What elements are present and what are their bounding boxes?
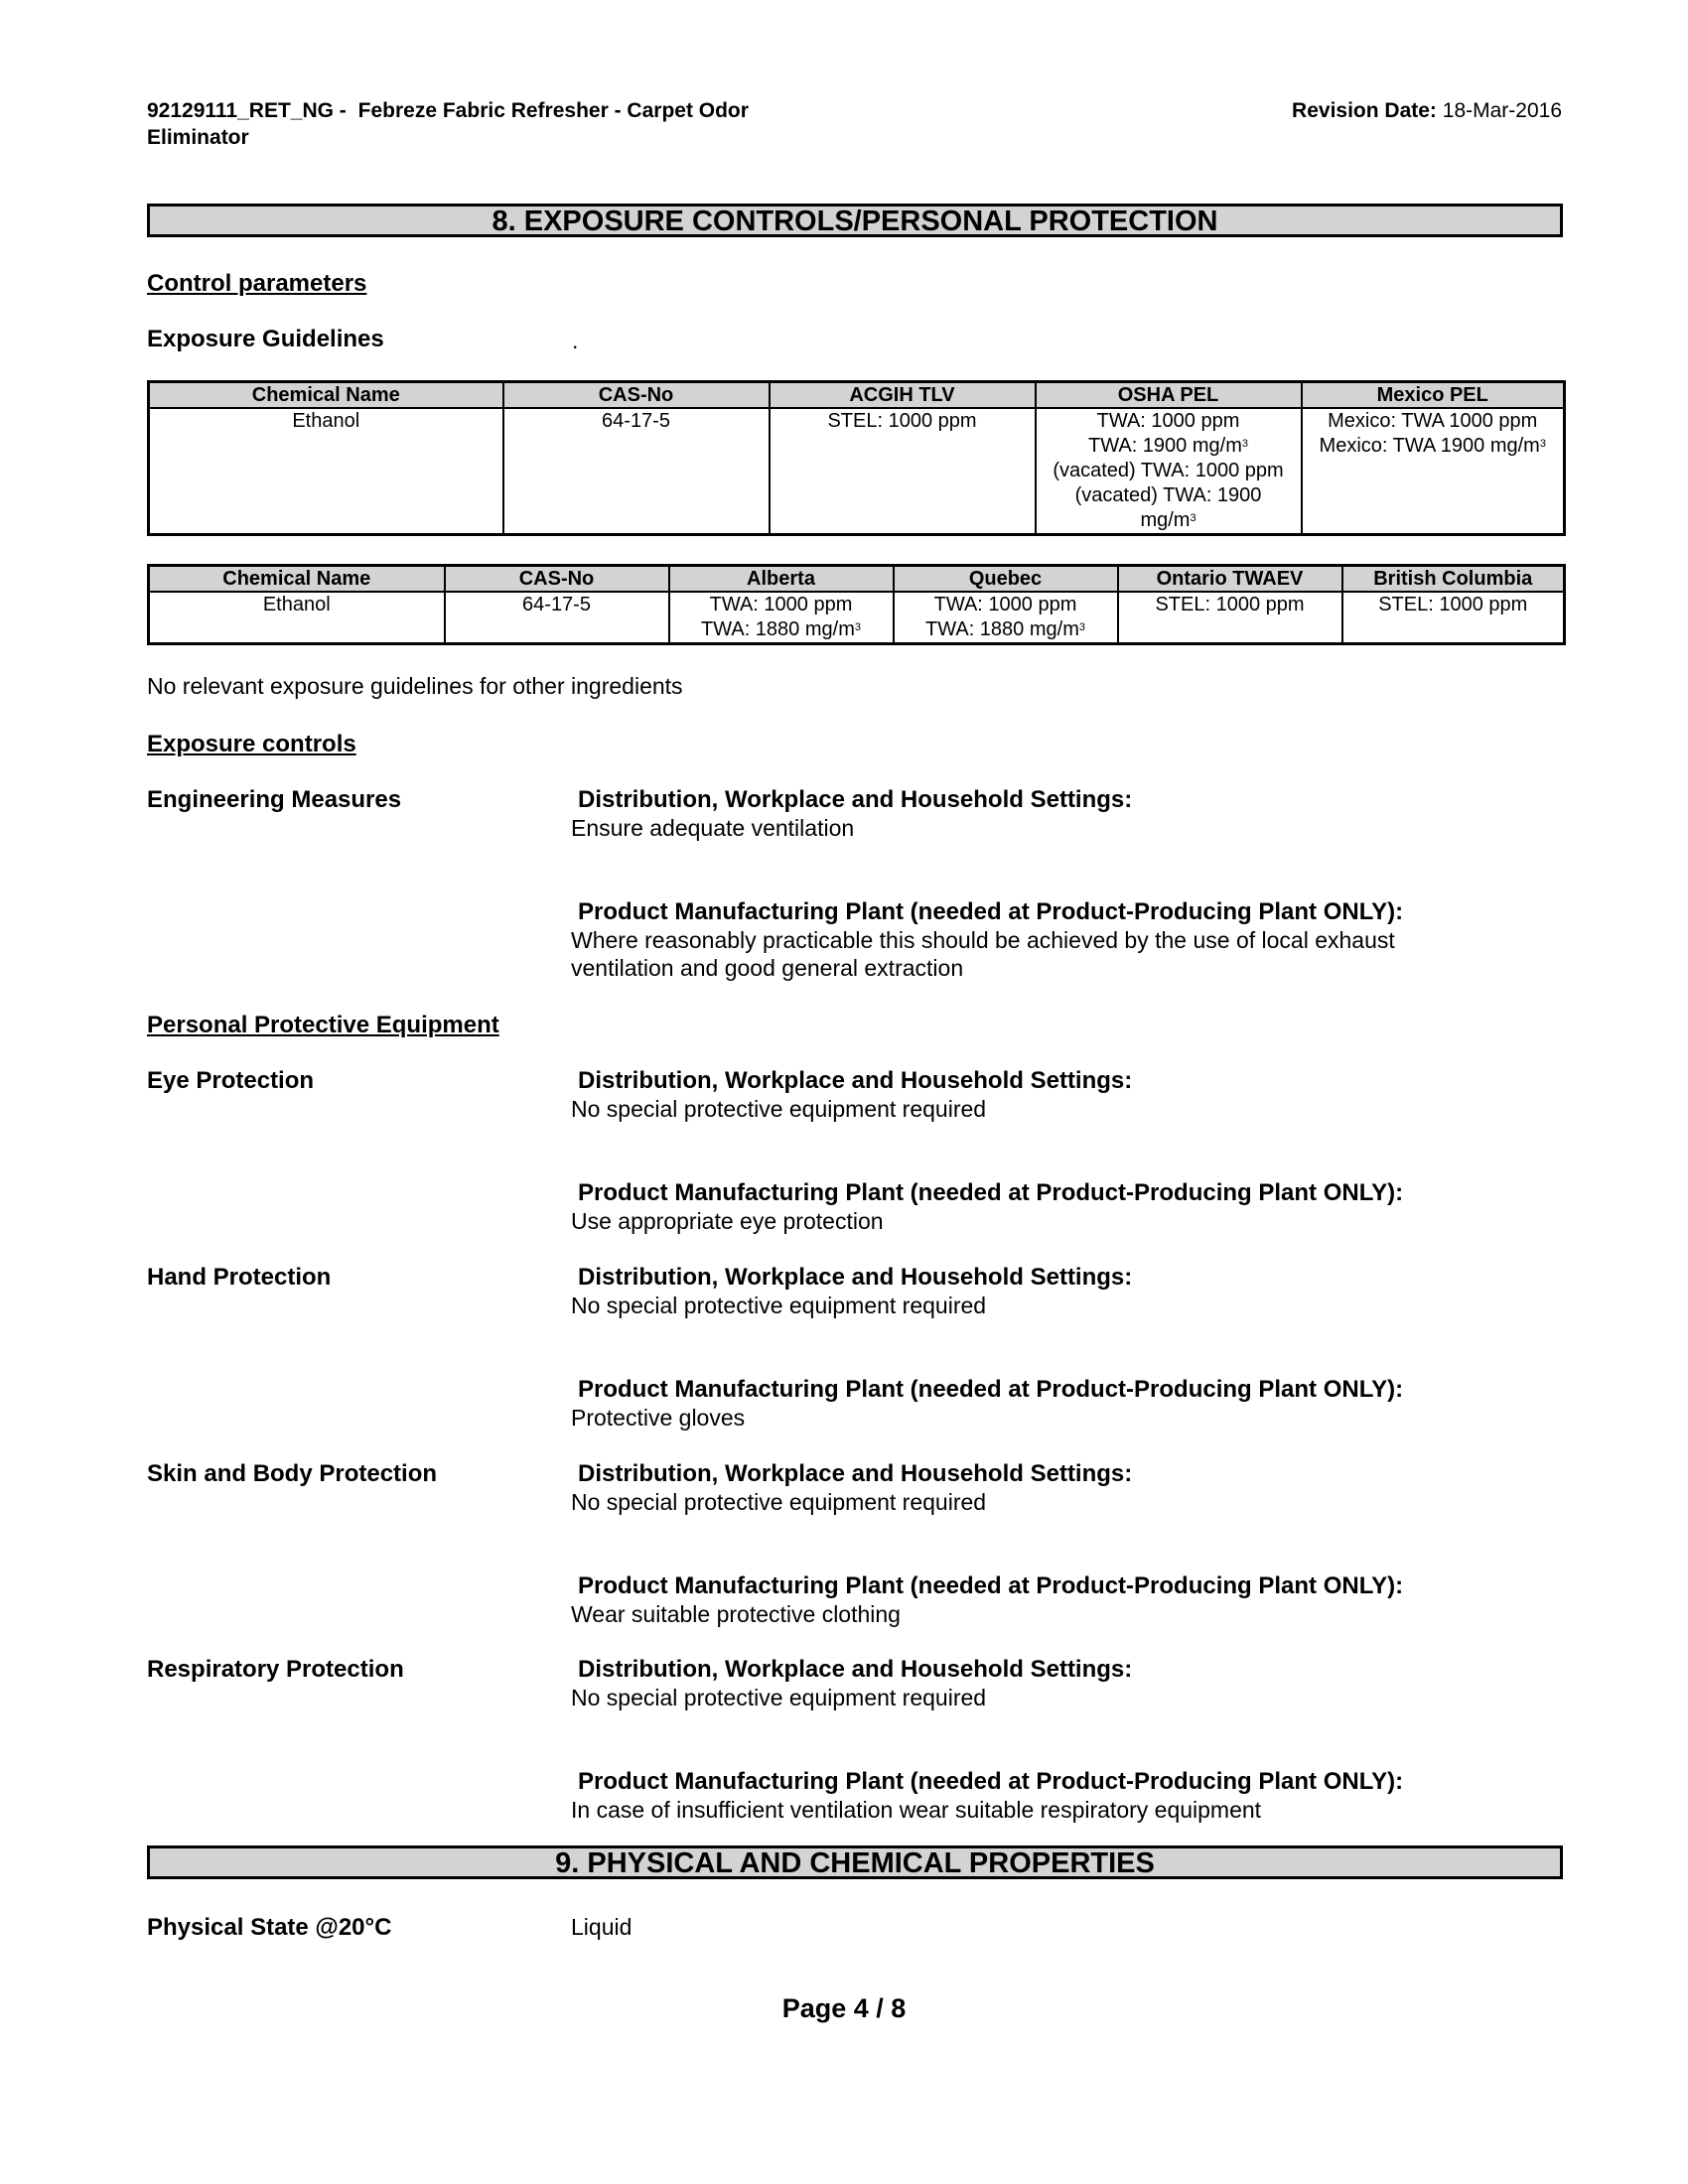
dist-text: No special protective equipment required <box>571 1489 987 1515</box>
table-header: Chemical Name <box>149 566 445 593</box>
skin-protection-label: Skin and Body Protection <box>147 1460 438 1487</box>
hand-dist <box>571 1264 1524 1319</box>
table-header: Ontario TWAEV <box>1118 566 1342 593</box>
respiratory-protection-label: Respiratory Protection <box>147 1656 404 1683</box>
plant-text: Use appropriate eye protection <box>571 1208 884 1234</box>
page-number: Page 4 / 8 <box>781 1993 907 2023</box>
revision-label: Revision Date: <box>1292 99 1437 122</box>
eye-protection-label: Eye Protection <box>147 1067 315 1094</box>
dist-text: No special protective equipment required <box>571 1293 987 1318</box>
revision-value: 18-Mar-2016 <box>1442 99 1562 122</box>
alberta-line: TWA: 1000 ppm <box>709 594 853 615</box>
plant-heading: Product Manufacturing Plant (needed at Product-Producing Plant ONLY): <box>578 1572 1404 1599</box>
exposure-table-2 <box>147 564 1566 645</box>
cell-quebec <box>894 592 1118 644</box>
cell-cas: 64-17-5 <box>445 592 669 644</box>
plant-text: Protective gloves <box>571 1405 746 1431</box>
table-header: Alberta <box>669 566 894 593</box>
ppe-heading: Personal Protective Equipment <box>147 1012 499 1038</box>
dist-heading: Distribution, Workplace and Household Settings: <box>578 1067 1133 1094</box>
osha-line: TWA: 1900 $mg/m^3$ <box>1088 435 1248 457</box>
revision-date <box>1292 97 1562 124</box>
table-header: Quebec <box>894 566 1118 593</box>
mexico-line: Mexico: TWA 1900 $mg/m^3$ <box>1319 435 1546 457</box>
table-header-row <box>149 382 1565 409</box>
dist-heading: Distribution, Workplace and Household Settings: <box>578 1656 1133 1683</box>
table-header-row <box>149 566 1565 593</box>
osha-line: (vacated) TWA: 1900 <box>1074 484 1262 506</box>
table-row <box>149 408 1565 535</box>
table-header: CAS-No <box>503 382 770 409</box>
eye-dist <box>571 1067 1524 1123</box>
eye-plant <box>571 1179 1524 1235</box>
exposure-controls-heading: Exposure controls <box>147 731 356 757</box>
resp-plant <box>571 1768 1524 1824</box>
table-header: Mexico PEL <box>1302 382 1565 409</box>
plant-text: In case of insufficient ventilation wear suitable respiratory equipment <box>571 1797 1262 1823</box>
engineering-dist <box>571 786 1524 842</box>
skin-dist <box>571 1460 1524 1516</box>
plant-text: Wear suitable protective clothing <box>571 1601 901 1627</box>
cell-osha <box>1036 408 1302 535</box>
dist-heading: Distribution, Workplace and Household Settings: <box>578 1460 1133 1487</box>
dist-text: Ensure adequate ventilation <box>571 815 855 841</box>
section-8-title: 8. EXPOSURE CONTROLS/PERSONAL PROTECTION <box>147 204 1563 237</box>
plant-heading: Product Manufacturing Plant (needed at Product-Producing Plant ONLY): <box>578 1376 1404 1403</box>
mexico-line: Mexico: TWA 1000 ppm <box>1328 410 1538 432</box>
table-header: OSHA PEL <box>1036 382 1302 409</box>
table-row <box>149 592 1565 644</box>
cell-bc: STEL: 1000 ppm <box>1342 592 1565 644</box>
plant-heading: Product Manufacturing Plant (needed at Product-Producing Plant ONLY): <box>578 1768 1404 1795</box>
cell-mexico <box>1302 408 1565 535</box>
dist-text: No special protective equipment required <box>571 1096 987 1122</box>
quebec-line: TWA: 1000 ppm <box>933 594 1077 615</box>
physical-state-label: Physical State @20°C <box>147 1914 392 1941</box>
osha-line: TWA: 1000 ppm <box>1096 410 1240 432</box>
quebec-line: TWA: 1880 $mg/m^3$ <box>925 618 1085 640</box>
engineering-measures-label: Engineering Measures <box>147 786 402 813</box>
table-header: CAS-No <box>445 566 669 593</box>
product-id: 92129111_RET_NG - <box>147 99 347 122</box>
cell-chemical: Ethanol <box>149 592 445 644</box>
product-name-line2: Eliminator <box>147 126 249 149</box>
hand-plant <box>571 1376 1524 1432</box>
osha-line: $mg/m^3$ <box>1140 509 1196 531</box>
cell-alberta <box>669 592 894 644</box>
osha-line: (vacated) TWA: 1000 ppm <box>1053 460 1284 481</box>
engineering-plant <box>571 898 1524 982</box>
cell-acgih: STEL: 1000 ppm <box>770 408 1036 535</box>
table-header: British Columbia <box>1342 566 1565 593</box>
dist-heading: Distribution, Workplace and Household Settings: <box>578 1264 1133 1291</box>
plant-heading: Product Manufacturing Plant (needed at Product-Producing Plant ONLY): <box>578 898 1404 925</box>
dist-text: No special protective equipment required <box>571 1685 987 1710</box>
plant-text: ventilation and good general extraction <box>571 955 964 981</box>
exposure-guidelines-dot: . <box>572 328 579 353</box>
exposure-guidelines-heading: Exposure Guidelines <box>147 326 384 352</box>
section-9-title: 9. PHYSICAL AND CHEMICAL PROPERTIES <box>147 1845 1563 1879</box>
table-header: ACGIH TLV <box>770 382 1036 409</box>
hand-protection-label: Hand Protection <box>147 1264 332 1291</box>
cell-cas: 64-17-5 <box>503 408 770 535</box>
cell-chemical: Ethanol <box>149 408 503 535</box>
no-relevant-guidelines: No relevant exposure guidelines for other ingredients <box>147 673 683 699</box>
alberta-line: TWA: 1880 $mg/m^3$ <box>701 618 861 640</box>
document-header <box>147 97 842 151</box>
physical-state-value: Liquid <box>571 1914 633 1940</box>
resp-dist <box>571 1656 1524 1711</box>
product-name: Febreze Fabric Refresher - Carpet Odor <box>357 99 749 122</box>
plant-heading: Product Manufacturing Plant (needed at Product-Producing Plant ONLY): <box>578 1179 1404 1206</box>
control-parameters-heading: Control parameters <box>147 270 367 297</box>
cell-ontario: STEL: 1000 ppm <box>1118 592 1342 644</box>
plant-text: Where reasonably practicable this should be achieved by the use of local exhaust <box>571 927 1395 953</box>
skin-plant <box>571 1572 1524 1628</box>
dist-heading: Distribution, Workplace and Household Settings: <box>578 786 1133 813</box>
table-header: Chemical Name <box>149 382 503 409</box>
exposure-table-1 <box>147 380 1566 536</box>
